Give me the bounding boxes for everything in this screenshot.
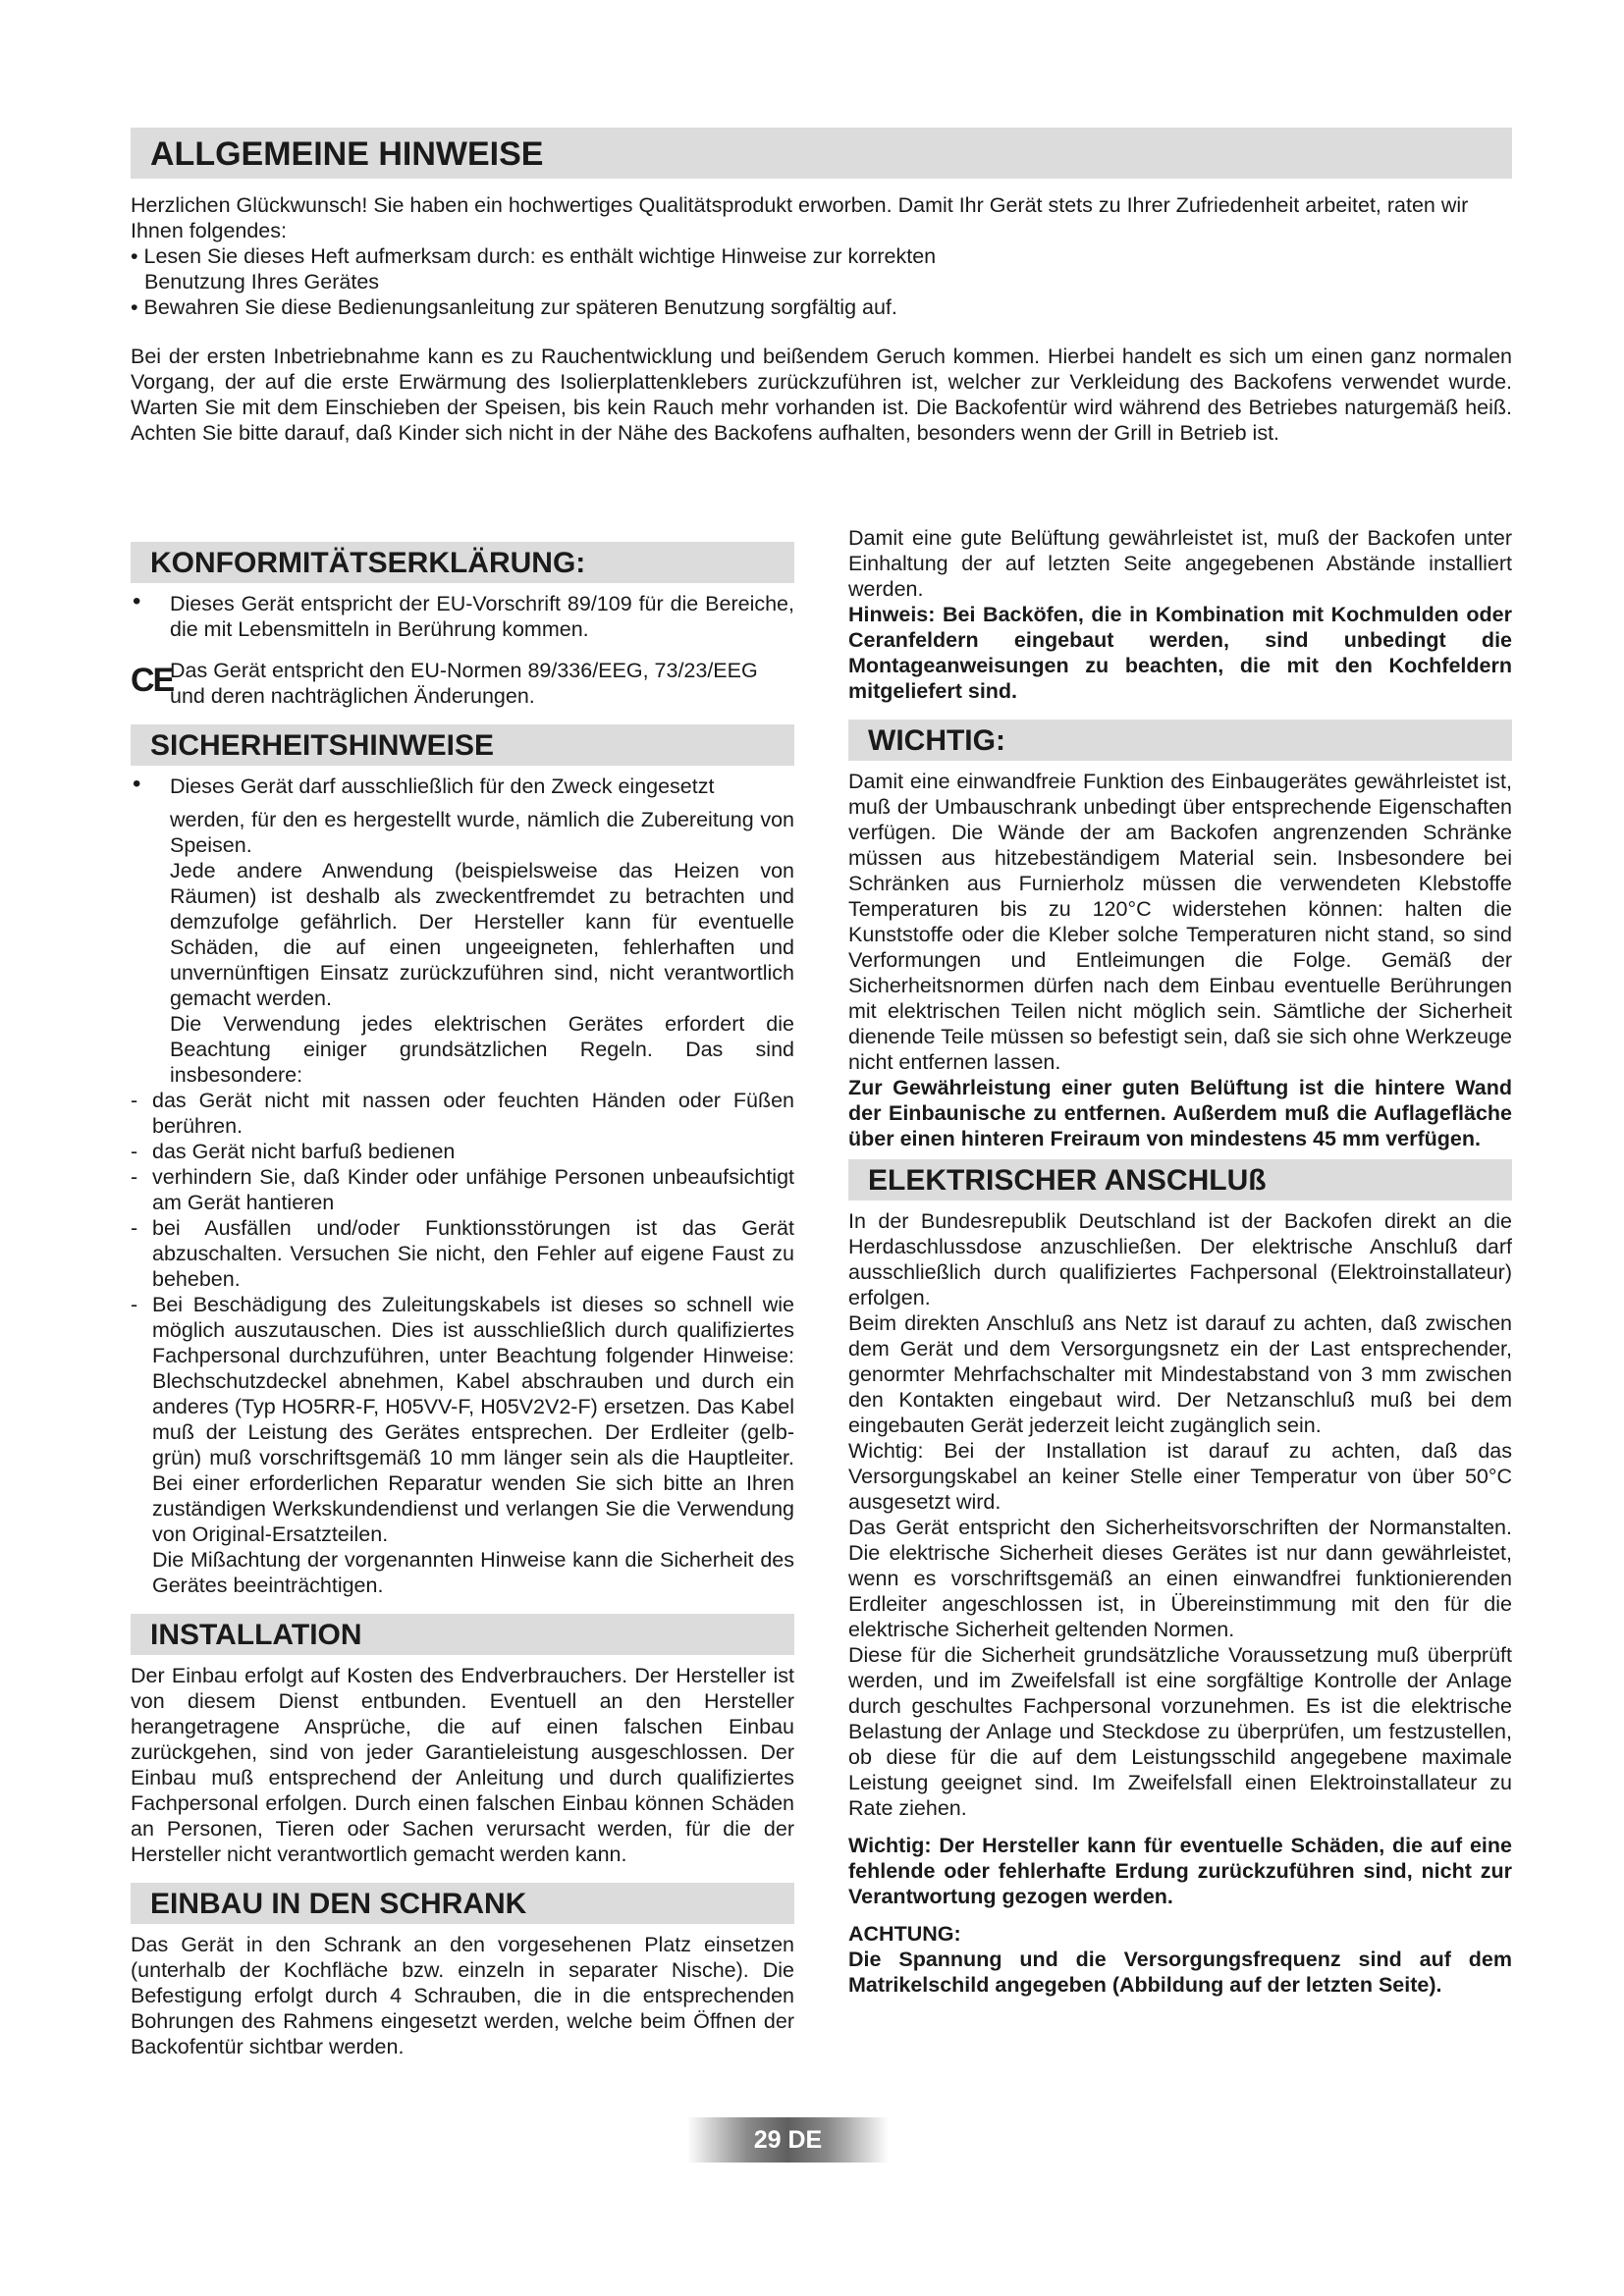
safety-dash-text-4: bei Ausfällen und/oder Funktionsstörungen ist das Gerät abzuschalten. Versuchen Sie nicht, den Fehler auf eigene Faust zu beheben.: [152, 1216, 794, 1291]
safety-heading: SICHERHEITSHINWEISE: [131, 724, 794, 766]
general-notes-bullet-2: • Bewahren Sie diese Bedienungsanleitung zur späteren Benutzung sorgfältig auf.: [131, 295, 897, 319]
safety-dash-text-1: das Gerät nicht mit nassen oder feuchten Händen oder Füßen berühren.: [152, 1089, 794, 1138]
bullet-icon: •: [133, 588, 141, 614]
cooktop-note: Hinweis: Bei Backöfen, die in Kombination mit Kochmulden oder Ceranfeldern eingebaut werden, sind unbedingt die Montageanweisungen zu beachten, die mit den Kochfeldern mitgeliefert sind.: [848, 603, 1512, 703]
safety-para-4: Die Mißachtung der vorgenannten Hinweise kann die Sicherheit des Gerätes beeinträchtigen.: [152, 1548, 794, 1597]
safety-dash-4: [131, 1215, 794, 1292]
dash-icon: -: [131, 1140, 138, 1163]
cabinet-heading: EINBAU IN DEN SCHRANK: [131, 1883, 794, 1924]
general-notes-section: [131, 128, 1512, 446]
conformity-item-1: [131, 588, 794, 642]
page-number: 29 DE: [687, 2117, 889, 2163]
safety-dash-text-5: Bei Beschädigung des Zuleitungskabels ist dieses so schnell wie möglich auszutauschen. Dies ist ausschließlich durch qualifiziertes Fachpersonal durchzuführen, unter Beachtung folgender Hinweise: Blechschutzdeckel abnehmen, Kabel abschrauben und durch ein anderes (Typ HO5RR-F, H05VV-F, H05V2V2-F) ersetzen. Das Kabel muß der Leistung des Gerätes entsprechen. Der Erdleiter (gelb-grün) muß vorschriftsgemäß 10 mm länger sein als die Hauptleiter. Bei einer erforderlichen Reparatur wenden Sie sich bitte an Ihren zuständigen Werkskundendienst und verlangen Sie die Verwendung von Original-Ersatzteilen.: [152, 1293, 794, 1546]
electrical-heading: ELEKTRISCHER ANSCHLUß: [848, 1159, 1512, 1201]
safety-dash-text-3: verhindern Sie, daß Kinder oder unfähige Personen unbeaufsichtigt am Gerät hantieren: [152, 1165, 794, 1214]
general-notes-intro: Herzlichen Glückwunsch! Sie haben ein hochwertiges Qualitätsprodukt erworben. Damit Ihr Gerät stets zu Ihrer Zufriedenheit arbeitet, raten wir Ihnen folgendes:: [131, 193, 1469, 242]
voltage-note: Die Spannung und die Versorgungsfrequenz sind auf dem Matrikelschild angegeben (Abbildung auf der letzten Seite).: [848, 1948, 1512, 1997]
safety-dash-1: [131, 1088, 794, 1139]
dash-icon: -: [131, 1165, 138, 1189]
important-heading: WICHTIG:: [848, 720, 1512, 761]
dash-icon: -: [131, 1216, 138, 1240]
general-notes-bullet-1: • Lesen Sie dieses Heft aufmerksam durch: es enthält wichtige Hinweise zur korrekten: [131, 244, 937, 268]
general-notes-bullet-1-cont: Benutzung Ihres Gerätes: [144, 270, 380, 294]
safety-dash-3: [131, 1164, 794, 1215]
electrical-para-1: In der Bundesrepublik Deutschland ist der Backofen direkt an die Herdaschlussdose anzuschließen. Der elektrische Anschluß darf ausschließlich durch qualifiziertes Fachpersonal (Elektroinstallateur) erfolgen.: [848, 1209, 1512, 1309]
installation-paragraph: Der Einbau erfolgt auf Kosten des Endverbrauchers. Der Hersteller ist von diesem Dienst entbunden. Eventuell an den Hersteller herangetragene Ansprüche, die auf einen falschen Einbau zurückgehen, sind von jeder Garantieleistung ausgeschlossen. Der Einbau muß entsprechend der Anleitung und durch qualifiziertes Fachpersonal erfolgen. Durch einen falschen Einbau können Schäden an Personen, Tieren oder Sachen verursacht werden, für die der Hersteller nicht verantwortlich gemacht werden kann.: [131, 1664, 794, 1866]
general-notes-heading: ALLGEMEINE HINWEISE: [131, 128, 1512, 179]
electrical-para-3: Wichtig: Bei der Installation ist darauf zu achten, daß das Versorgungskabel an keiner Stelle einer Temperatur von über 50°C ausgesetzt wird.: [848, 1439, 1512, 1514]
right-column: [848, 525, 1512, 1998]
electrical-para-2: Beim direkten Anschluß ans Netz ist darauf zu achten, daß zwischen dem Gerät und dem Versorgungsnetz ein der Last entsprechender, genormter Mehrfachschalter mit Mindestabstand von 3 mm zwischen den Kontakten eingebaut wird. Der Netzanschluß muß bei dem eingebauten Gerät jederzeit leicht zugänglich sein.: [848, 1311, 1512, 1437]
safety-dash-5: [131, 1292, 794, 1598]
attention-label: ACHTUNG:: [848, 1922, 961, 1946]
ce-mark-icon: CE: [131, 662, 174, 699]
safety-item: [131, 771, 794, 1088]
installation-heading: INSTALLATION: [131, 1614, 794, 1655]
safety-dash-2: [131, 1139, 794, 1164]
important-bold-note: Zur Gewährleistung einer guten Belüftung ist die hintere Wand der Einbaunische zu entfernen. Außerdem muß die Auflagefläche über einen hinteren Freiraum von mindestens 45 mm verfügen.: [848, 1076, 1512, 1150]
left-column: [131, 542, 794, 2059]
cabinet-paragraph: Das Gerät in den Schrank an den vorgesehenen Platz einsetzen (unterhalb der Kochfläche bzw. einzeln in separater Nische). Die Befestigung erfolgt durch 4 Schrauben, die in die entsprechenden Bohrungen des Rahmens eingesetzt werden, welche beim Öffnen der Backofentür sichtbar werden.: [131, 1933, 794, 2058]
general-notes-paragraph: Bei der ersten Inbetriebnahme kann es zu Rauchentwicklung und beißendem Geruch kommen. Hierbei handelt es sich um einen ganz normalen Vorgang, der auf die erste Erwärmung des Isolierplattenklebers zurückzuführen ist, welcher zur Verkleidung des Backofens verwendet wurde. Warten Sie mit dem Einschieben der Speisen, bis kein Rauch mehr vorhanden ist. Die Backofentür wird während des Betriebes naturgemäß heiß. Achten Sie bitte darauf, daß Kinder sich nicht in der Nähe des Backofens aufhalten, besonders wenn der Grill in Betrieb ist.: [131, 345, 1512, 445]
bullet-icon: •: [133, 771, 141, 797]
conformity-item-2: [131, 658, 794, 709]
safety-dash-text-2: das Gerät nicht barfuß bedienen: [152, 1140, 456, 1163]
electrical-para-4: Das Gerät entspricht den Sicherheitsvorschriften der Normanstalten. Die elektrische Sicherheit dieses Gerätes ist nur dann gewährleistet, wenn es vorschriftsgemäß an einen einwandfrei funktionierenden Erdleiter angeschlossen ist, in Übereinstimmung mit den für die elektrische Sicherheit geltenden Normen.: [848, 1516, 1512, 1641]
conformity-text-2: Das Gerät entspricht den EU-Normen 89/336/EEG, 73/23/EEG und deren nachträglichen Änderungen.: [170, 659, 758, 708]
safety-para-2: Jede andere Anwendung (beispielsweise das Heizen von Räumen) ist deshalb als zweckentfremdet zu betrachten und demzufolge gefährlich. Der Hersteller kann für eventuelle Schäden, die auf einen ungeeigneten, fehlerhaften und unvernünftigen Einsatz zurückzuführen sind, nicht verantwortlich gemacht werden.: [170, 859, 794, 1010]
ventilation-paragraph: Damit eine gute Belüftung gewährleistet ist, muß der Backofen unter Einhaltung der auf letzten Seite angegebenen Abstände installiert werden.: [848, 526, 1512, 601]
conformity-heading: KONFORMITÄTSERKLÄRUNG:: [131, 542, 794, 583]
dash-icon: -: [131, 1089, 138, 1112]
important-paragraph: Damit eine einwandfreie Funktion des Einbaugerätes gewährleistet ist, muß der Umbauschrank unbedingt über entsprechende Eigenschaften verfügen. Die Wände der am Backofen angrenzenden Schränke müssen aus hitzebeständigem Material sein. Insbesondere bei Schränken aus Furnierholz müssen die verwendeten Klebstoffe Temperaturen bis zu 120°C widerstehen können: halten die Kunststoffe oder die Kleber solche Temperaturen nicht stand, so sind Verformungen und Entleimungen die Folge. Gemäß der Sicherheitsnormen dürfen nach dem Einbau eventuelle Berührungen mit elektrischen Teilen nicht möglich sein. Sämtliche der Sicherheit dienende Teile müssen so befestigt sein, daß sie sich ohne Werkzeuge nicht entfernen lassen.: [848, 770, 1512, 1074]
safety-line-1: Dieses Gerät darf ausschließlich für den Zweck eingesetzt: [170, 774, 715, 798]
dash-icon: -: [131, 1293, 138, 1316]
electrical-para-5: Diese für die Sicherheit grundsätzliche Voraussetzung muß überprüft werden, und im Zweifelsfall ist eine sorgfältige Kontrolle der Anlage durch geschultes Fachpersonal vorzunehmen. Es ist die elektrische Belastung der Anlage und Steckdose zu überprüfen, um festzustellen, ob diese für die auf dem Leistungsschild angegebene maximale Leistung geeignet sind. Im Zweifelsfall einen Elektroinstallateur zu Rate ziehen.: [848, 1643, 1512, 1820]
safety-para-3: Die Verwendung jedes elektrischen Gerätes erfordert die Beachtung einiger grundsätzlichen Regeln. Das sind insbesondere:: [170, 1012, 794, 1087]
safety-para-1: werden, für den es hergestellt wurde, nämlich die Zubereitung von Speisen.: [170, 808, 794, 857]
conformity-text-1: Dieses Gerät entspricht der EU-Vorschrift 89/109 für die Bereiche, die mit Lebensmitteln in Berührung kommen.: [170, 592, 794, 641]
grounding-warning: Wichtig: Der Hersteller kann für eventuelle Schäden, die auf eine fehlende oder fehlerhafte Erdung zurückzuführen sind, nicht zur Verantwortung gezogen werden.: [848, 1834, 1512, 1908]
